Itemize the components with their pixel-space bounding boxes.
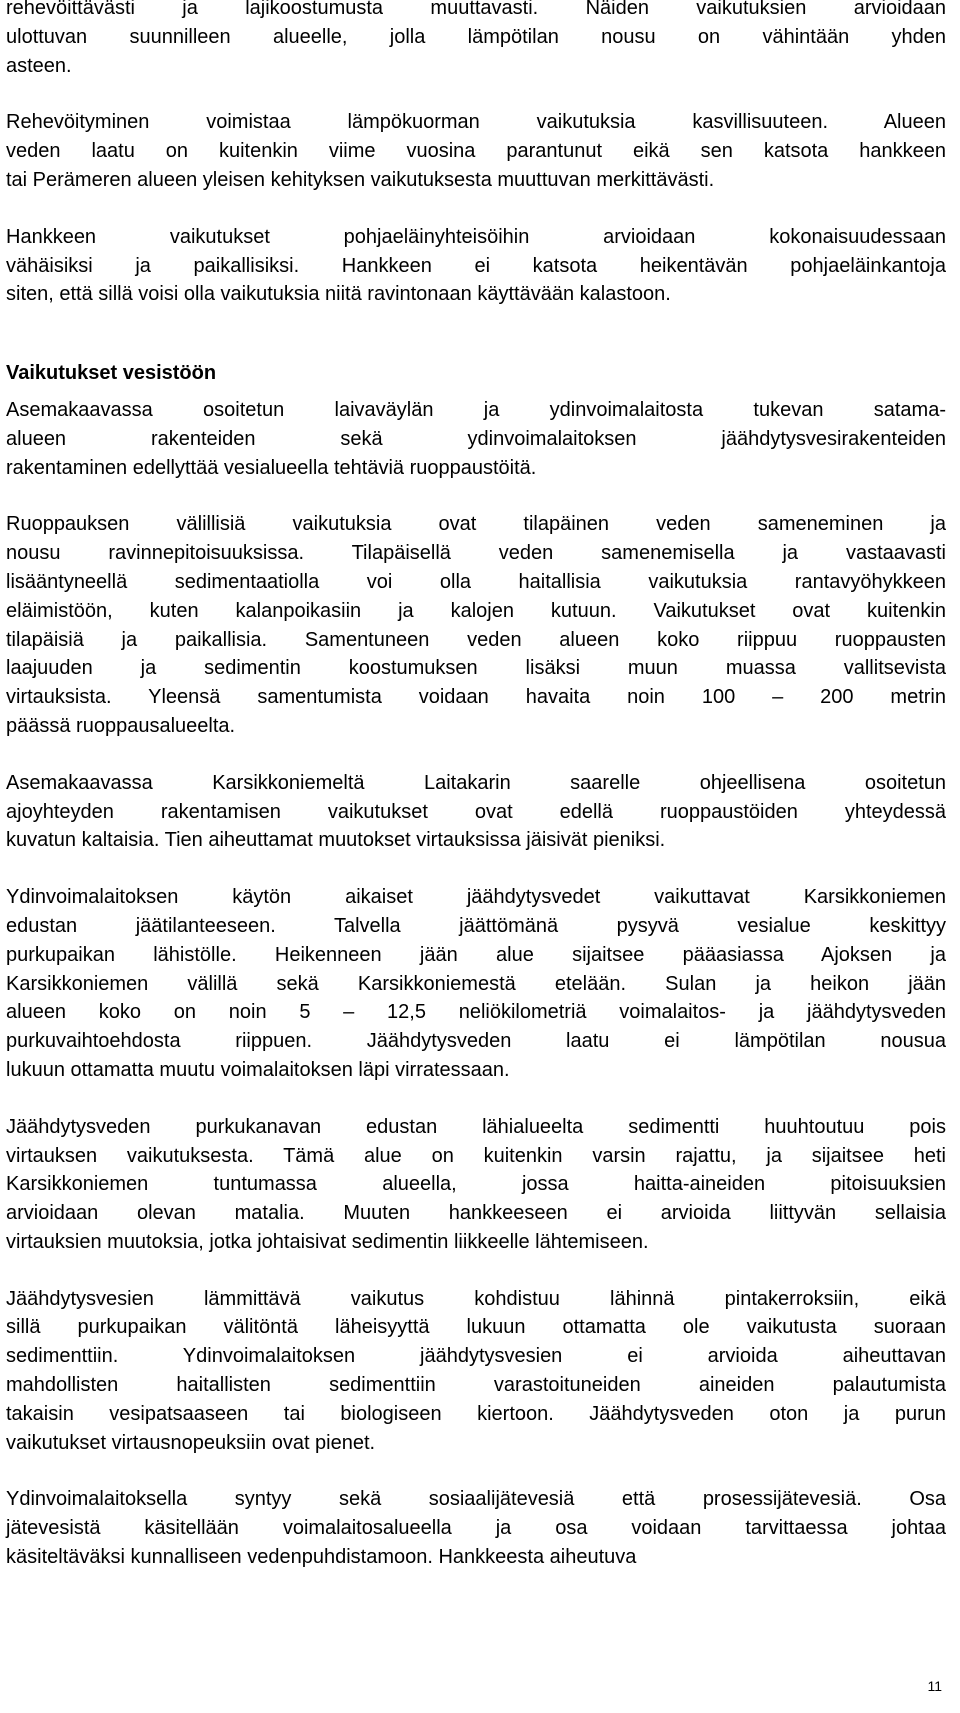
paragraph-line: lukuun ottamatta muutu voimalaitoksen läpi virratessaan. — [6, 1058, 510, 1081]
paragraph — [6, 396, 946, 482]
paragraph-line: asteen. — [6, 54, 72, 77]
paragraph-line: rakentaminen edellyttää vesialueella tehtäviä ruoppaustöitä. — [6, 456, 537, 479]
paragraph-line: alueen rakenteiden sekä ydinvoimalaitoksen jäähdytysvesirakenteiden — [6, 427, 946, 450]
paragraph-line: jätevesistä käsitellään voimalaitosalueella ja osa voidaan tarvittaessa johtaa — [6, 1517, 946, 1540]
paragraph — [6, 883, 946, 1085]
paragraph-line: edustan jäätilanteeseen. Talvella jäättömänä pysyvä vesialue keskittyy — [6, 914, 946, 937]
page-number: 11 — [927, 1678, 942, 1694]
paragraph-line: vaikutukset virtausnopeuksiin ovat pienet. — [6, 1431, 376, 1454]
paragraph — [6, 0, 946, 80]
paragraph-line: eläimistöön, kuten kalanpoikasiin ja kalojen kutuun. Vaikutukset ovat kuitenkin — [6, 599, 946, 622]
paragraph-line: ajoyhteyden rakentamisen vaikutukset ovat edellä ruoppaustöiden yhteydessä — [6, 800, 946, 823]
paragraph-line: virtauksista. Yleensä samentumista voidaan havaita noin 100 – 200 metrin — [6, 686, 946, 709]
paragraph-line: Asemakaavassa Karsikkoniemeltä Laitakarin saarelle ohjeellisena osoitetun — [6, 771, 946, 794]
paragraph-line: lisääntyneellä sedimentaatiolla voi olla haitallisia vaikutuksia rantavyöhykkeen — [6, 570, 946, 593]
paragraph-line: Ruoppauksen välillisiä vaikutuksia ovat tilapäinen veden sameneminen ja — [6, 513, 946, 536]
paragraph-line: päässä ruoppausalueelta. — [6, 714, 236, 737]
paragraph-line: virtauksien muutoksia, jotka johtaisivat sedimentin liikkeelle lähtemiseen. — [6, 1230, 649, 1253]
paragraph-line: Jäähdytysveden purkukanavan edustan lähialueelta sedimentti huuhtoutuu pois — [6, 1115, 946, 1138]
paragraph-line: rehevöittävästi ja lajikoostumusta muuttavasti. Näiden vaikutuksien arvioidaan — [6, 0, 946, 19]
paragraph-line: Rehevöityminen voimistaa lämpökuorman vaikutuksia kasvillisuuteen. Alueen — [6, 111, 946, 134]
paragraph-line: purkupaikan lähistölle. Heikenneen jään alue sijaitsee pääasiassa Ajoksen ja — [6, 943, 946, 966]
paragraph-line: Ydinvoimalaitoksen käytön aikaiset jäähdytysvedet vaikuttavat Karsikkoniemen — [6, 886, 946, 909]
paragraph-line: Asemakaavassa osoitetun laivaväylän ja ydinvoimalaitosta tukevan satama- — [6, 398, 946, 421]
paragraph-line: tai Perämeren alueen yleisen kehityksen vaikutuksesta muuttuvan merkittävästi. — [6, 168, 715, 191]
paragraph-line: arvioidaan olevan matalia. Muuten hankkeeseen ei arvioida liittyvän sellaisia — [6, 1202, 946, 1225]
paragraph — [6, 1113, 946, 1257]
paragraph-line: Ydinvoimalaitoksella syntyy sekä sosiaalijätevesiä että prosessijätevesiä. Osa — [6, 1488, 946, 1511]
paragraph-line: tilapäisiä ja paikallisia. Samentuneen veden alueen koko riippuu ruoppausten — [6, 628, 946, 651]
paragraph-line: veden laatu on kuitenkin viime vuosina parantunut eikä sen katsota hankkeen — [6, 140, 946, 163]
document-body — [6, 0, 946, 1600]
paragraph-line: takaisin vesipatsaaseen tai biologiseen kiertoon. Jäähdytysveden oton ja purun — [6, 1402, 946, 1425]
paragraph — [6, 1285, 946, 1458]
paragraph-line: mahdollisten haitallisten sedimenttiin varastoituneiden aineiden palautumista — [6, 1374, 946, 1397]
paragraph — [6, 223, 946, 309]
paragraph-line: Jäähdytysvesien lämmittävä vaikutus kohdistuu lähinnä pintakerroksiin, eikä — [6, 1287, 946, 1310]
paragraph-line: Hankkeen vaikutukset pohjaeläinyhteisöihin arvioidaan kokonaisuudessaan — [6, 225, 946, 248]
paragraph-line: virtauksen vaikutuksesta. Tämä alue on kuitenkin varsin rajattu, ja sijaitsee heti — [6, 1144, 946, 1167]
paragraph — [6, 769, 946, 855]
paragraph-line: siten, että sillä voisi olla vaikutuksia niitä ravintonaan käyttävään kalastoon. — [6, 283, 671, 306]
section-heading: Vaikutukset vesistöön — [6, 362, 217, 385]
paragraph-line: Karsikkoniemen välillä sekä Karsikkoniemestä etelään. Sulan ja heikon jään — [6, 972, 946, 995]
paragraph-line: kuvatun kaltaisia. Tien aiheuttamat muutokset virtauksissa jäisivät pieniksi. — [6, 829, 666, 852]
paragraph-line: sillä purkupaikan välitöntä läheisyyttä lukuun ottamatta ole vaikutusta suoraan — [6, 1316, 946, 1339]
paragraph — [6, 108, 946, 194]
paragraph-line: sedimenttiin. Ydinvoimalaitoksen jäähdytysvesien ei arvioida aiheuttavan — [6, 1345, 946, 1368]
paragraph-line: ulottuvan suunnilleen alueelle, jolla lämpötilan nousu on vähintään yhden — [6, 25, 946, 48]
paragraph-line: laajuuden ja sedimentin koostumuksen lisäksi muun muassa vallitsevista — [6, 657, 946, 680]
paragraph-line: alueen koko on noin 5 – 12,5 neliökilometriä voimalaitos- ja jäähdytysveden — [6, 1001, 946, 1024]
paragraph-line: vähäisiksi ja paikallisiksi. Hankkeen ei katsota heikentävän pohjaeläinkantoja — [6, 254, 946, 277]
paragraph-line: purkuvaihtoehdosta riippuen. Jäähdytysveden laatu ei lämpötilan nousua — [6, 1030, 946, 1053]
paragraph-line: käsiteltäväksi kunnalliseen vedenpuhdistamoon. Hankkeesta aiheutuva — [6, 1546, 637, 1569]
paragraph — [6, 510, 946, 740]
paragraph — [6, 1485, 946, 1571]
paragraph-line: nousu ravinnepitoisuuksissa. Tilapäisellä veden samenemisella ja vastaavasti — [6, 542, 946, 565]
paragraph-line: Karsikkoniemen tuntumassa alueella, jossa haitta-aineiden pitoisuuksien — [6, 1173, 946, 1196]
